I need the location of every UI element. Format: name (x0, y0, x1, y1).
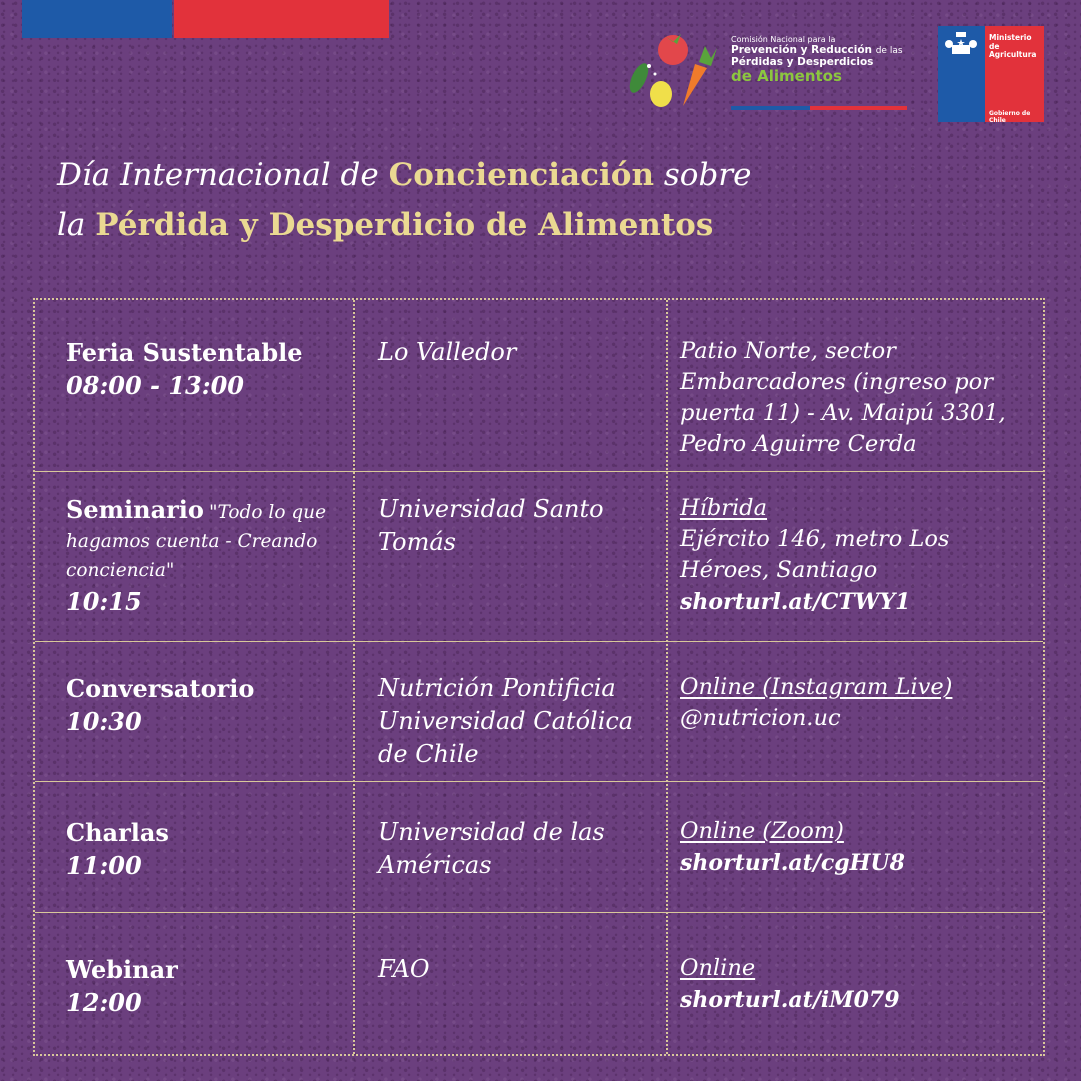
title-part1: Día Internacional de (57, 157, 389, 193)
title-part3: la (57, 207, 96, 243)
page-title (57, 150, 751, 250)
comision-line3: Pérdidas y Desperdicios (731, 55, 874, 68)
event-title-cell (66, 816, 346, 882)
comision-line2: Prevención y Reducción (731, 43, 873, 56)
event-organizer: Nutrición Pontificia Universidad Católica de Chile (378, 674, 634, 768)
event-organizer: Universidad de las Américas (378, 818, 605, 879)
event-location: Patio Norte, sector Embarcadores (ingreso por puerta 11) - Av. Maipú 3301, Pedro Aguirre Cerda (680, 338, 1006, 457)
event-name: Seminario (66, 495, 204, 524)
comision-line2-light: de las (875, 45, 903, 56)
event-location: @nutricion.uc (680, 705, 841, 731)
event-name: Webinar (66, 955, 178, 984)
column-divider (666, 300, 668, 1054)
ministry-line1: Ministerio de (989, 33, 1032, 51)
event-name: Charlas (66, 818, 169, 847)
vegetables-icon (625, 28, 725, 110)
ministry-logo (938, 26, 1044, 122)
title-highlight1: Concienciación (388, 157, 655, 193)
title-highlight2: Pérdida y Desperdicio de Alimentos (95, 207, 714, 243)
title-part2: sobre (654, 157, 752, 193)
event-location: Ejército 146, metro Los Héroes, Santiago (680, 526, 950, 583)
event-title-cell (66, 953, 346, 1019)
row-divider (35, 912, 1043, 913)
event-location-cell (680, 816, 1030, 880)
event-location-cell (680, 672, 1030, 734)
column-divider (353, 300, 355, 1054)
flag-bar-red (174, 0, 389, 38)
event-url[interactable]: shorturl.at/iM079 (680, 987, 900, 1013)
event-location-link[interactable]: Online (Zoom) (680, 818, 844, 844)
event-organizer: Universidad Santo Tomás (378, 495, 604, 556)
event-title-cell (66, 336, 346, 402)
event-subtitle: "Todo lo que hagamos cuenta - Creando conciencia" (66, 502, 327, 581)
row-divider (35, 471, 1043, 472)
event-time: 12:00 (66, 988, 142, 1017)
event-name: Conversatorio (66, 674, 255, 703)
ministry-line2: Agricultura (989, 50, 1037, 60)
event-time: 10:30 (66, 707, 142, 736)
event-location-link[interactable]: Híbrida (680, 495, 767, 521)
event-location-cell (680, 493, 1030, 619)
event-location-cell (680, 953, 1030, 1017)
event-time: 10:15 (66, 587, 142, 616)
event-title-cell (66, 493, 351, 618)
row-divider (35, 781, 1043, 782)
event-location-cell (680, 336, 1030, 460)
event-location-link[interactable]: Online (Instagram Live) (680, 674, 953, 700)
event-time: 08:00 - 13:00 (66, 371, 244, 400)
comision-stripe (731, 106, 907, 110)
event-title-cell (66, 672, 346, 738)
chile-crest-icon (944, 30, 978, 60)
event-url[interactable]: shorturl.at/CTWY1 (680, 589, 911, 615)
event-organizer: FAO (378, 955, 430, 983)
event-organizer: Lo Valledor (378, 338, 517, 366)
event-url[interactable]: shorturl.at/cgHU8 (680, 850, 905, 876)
comision-line4: de Alimentos (731, 67, 842, 86)
row-divider (35, 641, 1043, 642)
comision-logo (625, 28, 915, 118)
gov-footer: Gobierno de Chile (989, 110, 1031, 124)
event-time: 11:00 (66, 851, 142, 880)
flag-bar-blue (22, 0, 172, 38)
event-location-link[interactable]: Online (680, 955, 756, 981)
events-table (33, 298, 1045, 1056)
comision-line1: Comisión Nacional para la (731, 35, 836, 44)
event-name: Feria Sustentable (66, 338, 303, 367)
